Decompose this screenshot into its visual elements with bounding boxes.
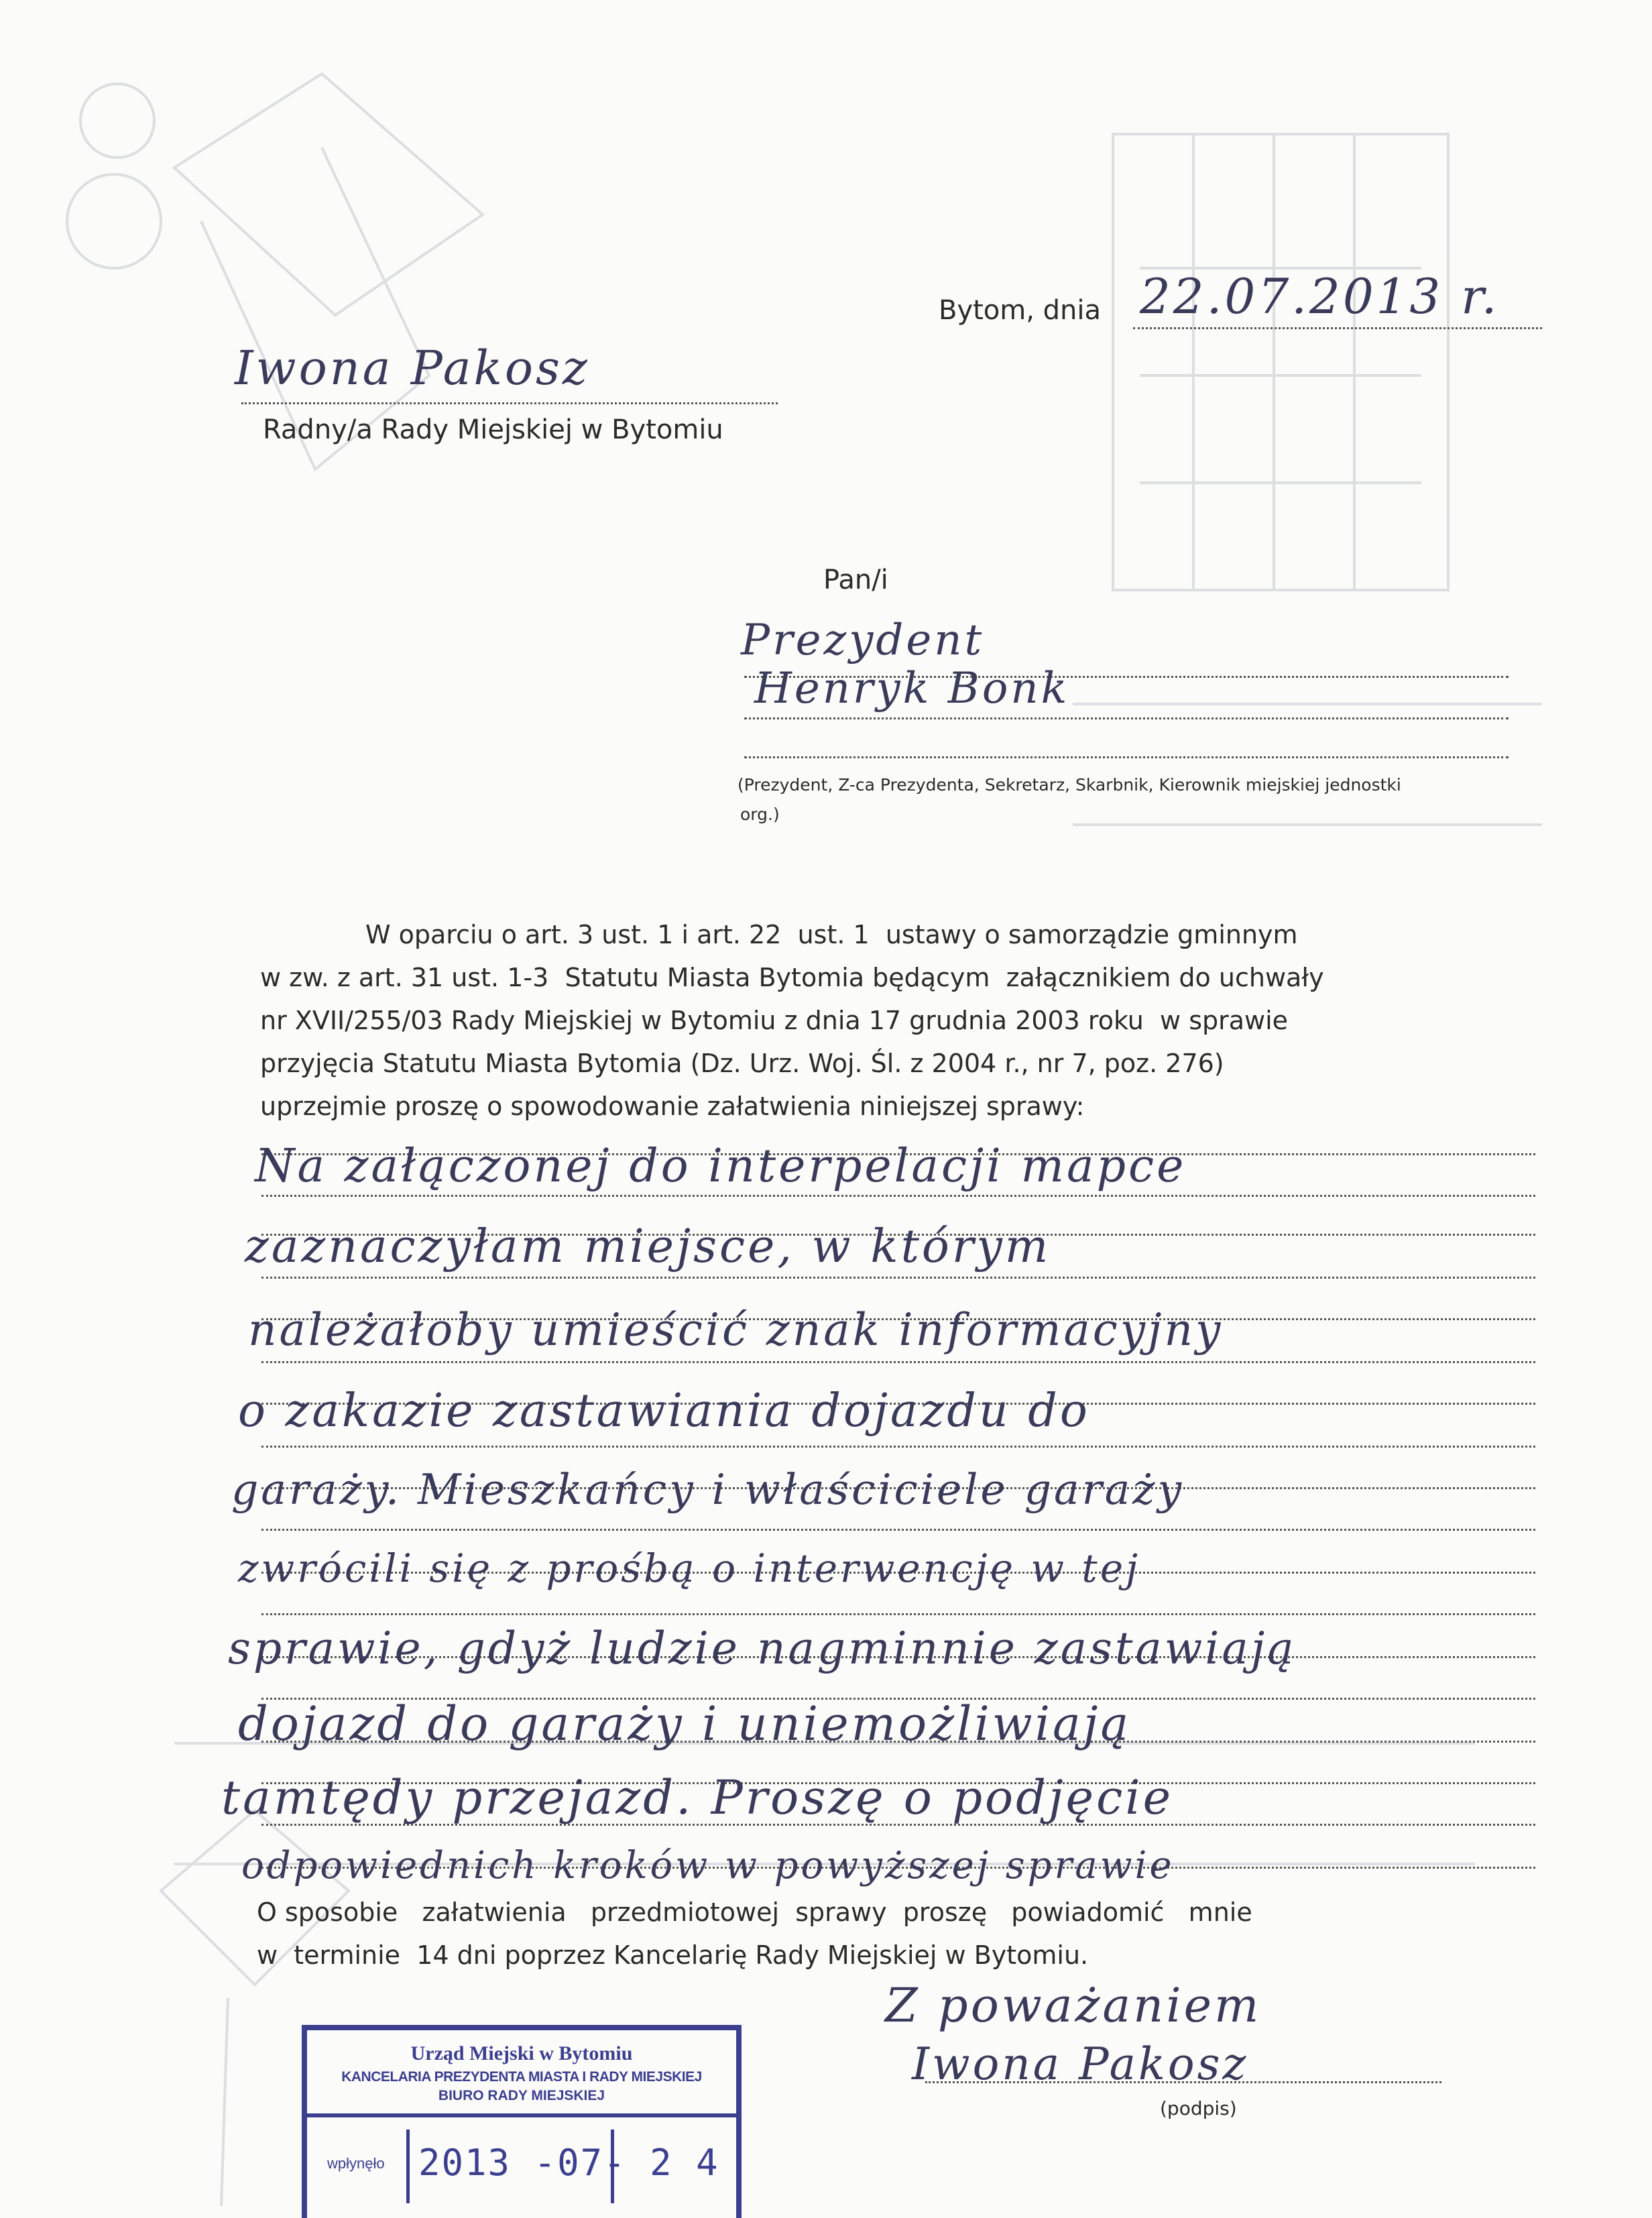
body-rule bbox=[261, 1529, 1535, 1531]
intro-line: nr XVII/255/03 Rady Miejskiej w Bytomiu z dnia 17 grudnia 2003 roku w sprawie bbox=[260, 1006, 1289, 1035]
stamp-received-date: 2013 -07- 2 4 bbox=[418, 2142, 719, 2184]
body-line: dojazd do garaży i uniemożliwiają bbox=[238, 1696, 1132, 1751]
intro-line: W oparciu o art. 3 ust. 1 i art. 22 ust. 1 ustawy o samorządzie gminnym bbox=[365, 920, 1298, 949]
body-line: zwrócili się z prośbą o interwencję w tej bbox=[238, 1545, 1141, 1591]
intro-line: uprzejmie proszę o spowodowanie załatwienia niniejszej sprawy: bbox=[260, 1092, 1085, 1121]
addressee-hint-2: org.) bbox=[740, 805, 780, 824]
signature-name: Iwona Pakosz bbox=[912, 2038, 1249, 2090]
stamp-bureau: BIURO RADY MIEJSKIEJ bbox=[438, 2088, 605, 2103]
salutation: Pan/i bbox=[823, 565, 888, 595]
body-line: Na załączonej do interpelacji mapce bbox=[255, 1140, 1187, 1193]
signature-caption: (podpis) bbox=[1160, 2097, 1237, 2119]
body-line: odpowiednich kroków w powyższej sprawie bbox=[241, 1844, 1175, 1887]
body-line: tamtędy przejazd. Proszę o podjęcie bbox=[221, 1770, 1174, 1825]
body-line: o zakazie zastawiania dojazdu do bbox=[238, 1385, 1090, 1438]
councillor-name: Iwona Pakosz bbox=[235, 341, 590, 396]
body-rule bbox=[261, 1446, 1535, 1448]
councillor-role: Radny/a Rady Miejskiej w Bytomiu bbox=[263, 414, 723, 445]
addressee-hint-1: (Prezydent, Z-ca Prezydenta, Sekretarz, Skarbnik, Kierownik miejskiej jednostki bbox=[738, 775, 1401, 795]
body-rule bbox=[261, 1195, 1535, 1197]
body-line: zaznaczyłam miejsce, w którym bbox=[245, 1220, 1051, 1273]
handwritten-date: 22.07.2013 r. bbox=[1140, 268, 1500, 325]
councillor-name-line bbox=[241, 402, 778, 404]
date-line bbox=[1133, 327, 1542, 329]
addressee-title: Prezydent bbox=[741, 616, 985, 665]
stamp-received-label: wpłynęło bbox=[327, 2155, 385, 2172]
body-line: należałoby umieścić znak informacyjny bbox=[248, 1304, 1224, 1356]
place-date-label: Bytom, dnia bbox=[939, 295, 1102, 326]
body-line: sprawie, gdyż ludzie nagminnie zastawiają bbox=[228, 1623, 1297, 1674]
body-line: garaży. Mieszkańcy i właściciele garaży bbox=[231, 1465, 1185, 1514]
addressee-line-3 bbox=[744, 756, 1509, 758]
stamp-office: Urząd Miejski w Bytomiu bbox=[410, 2042, 633, 2064]
closing-line: O sposobie załatwienia przedmiotowej sprawy proszę powiadomić mnie bbox=[257, 1898, 1252, 1927]
stamp-chancellery: KANCELARIA PREZYDENTA MIASTA I RADY MIEJSKIEJ bbox=[341, 2069, 702, 2085]
signature-regards: Z poważaniem bbox=[885, 1978, 1262, 2033]
closing-line: w terminie 14 dni poprzez Kancelarię Rady Miejskiej w Bytomiu. bbox=[257, 1940, 1089, 1970]
incoming-stamp bbox=[302, 2025, 742, 2218]
addressee-name: Henryk Bonk bbox=[754, 664, 1070, 713]
body-rule bbox=[261, 1613, 1535, 1615]
intro-line: w zw. z art. 31 ust. 1-3 Statutu Miasta Bytomia będącym załącznikiem do uchwały bbox=[260, 963, 1324, 992]
intro-line: przyjęcia Statutu Miasta Bytomia (Dz. Urz. Woj. Śl. z 2004 r., nr 7, poz. 276) bbox=[260, 1049, 1224, 1078]
body-rule bbox=[261, 1277, 1535, 1279]
addressee-line-2 bbox=[744, 717, 1509, 719]
body-rule bbox=[261, 1361, 1535, 1363]
